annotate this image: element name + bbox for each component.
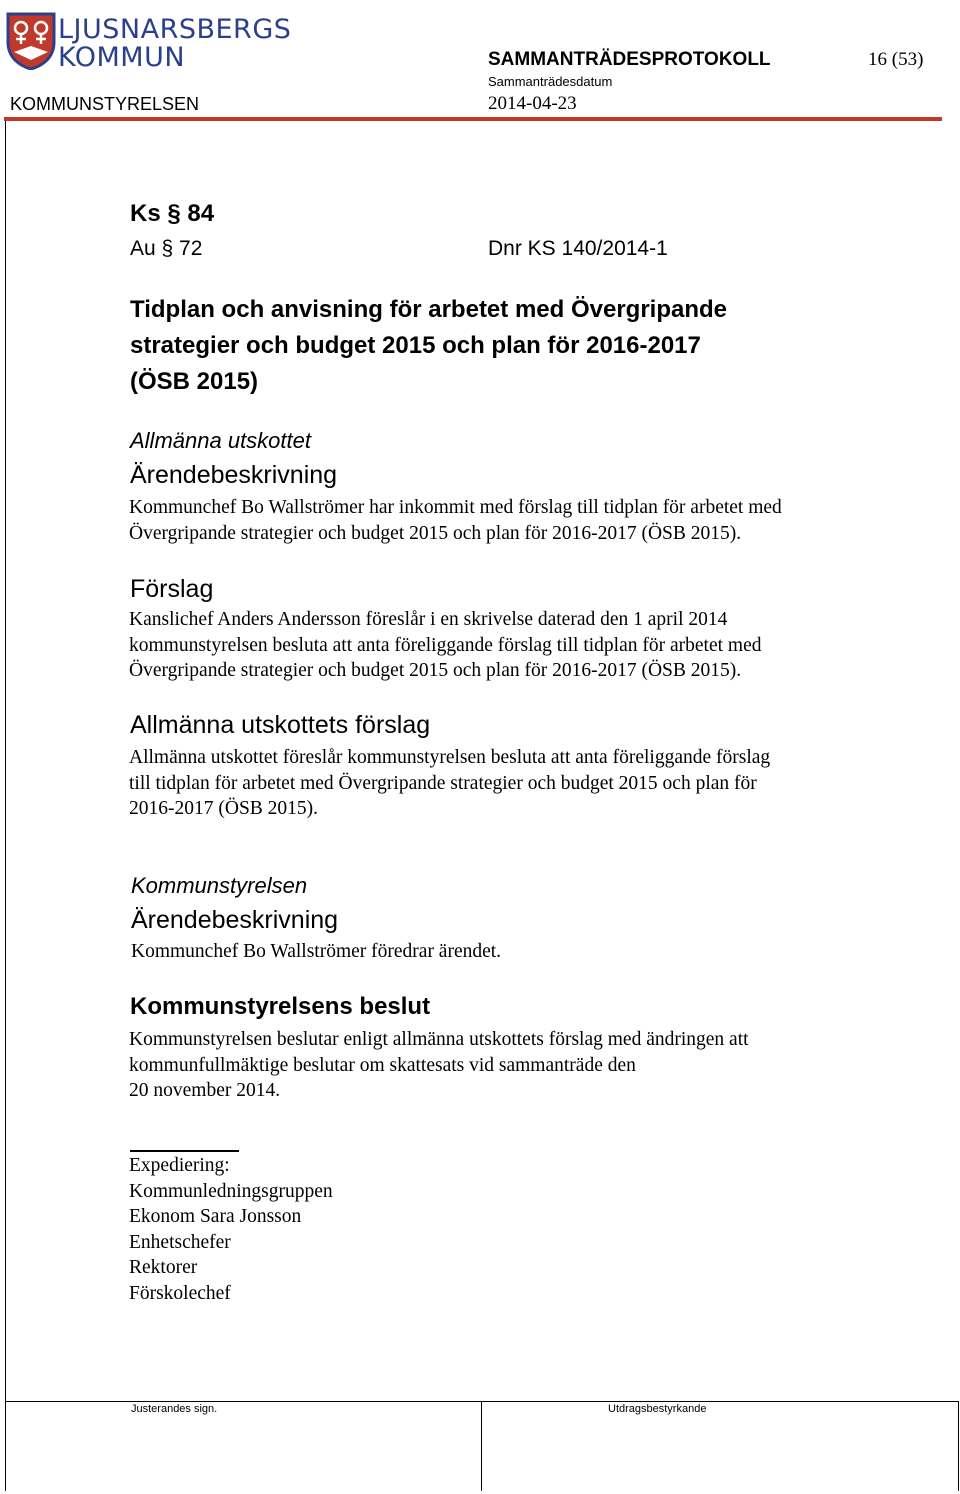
case-title: [130, 292, 727, 400]
section-heading: Ärendebeskrivning: [131, 906, 339, 934]
footer-column-divider: [481, 1401, 482, 1491]
meeting-date: 2014-04-23: [488, 93, 577, 114]
distribution-item: Expediering:: [129, 1155, 230, 1176]
paragraph-line: Övergripande strategier och budget 2015 och plan för 2016-2017 (ÖSB 2015).: [129, 522, 742, 544]
paragraph-line: Allmänna utskottet föreslår kommunstyrelsen besluta att anta föreliggande förslag: [129, 747, 771, 768]
diary-number: Dnr KS 140/2014-1: [488, 237, 668, 260]
footer-right-border: [958, 1401, 959, 1491]
decision-heading: Kommunstyrelsens beslut: [130, 993, 431, 1020]
section-paragraph: [129, 745, 770, 822]
paragraph-line: Kommunchef Bo Wallströmer föredrar ärendet.: [131, 941, 502, 962]
footer-signature-label: Justerandes sign.: [131, 1403, 218, 1415]
distribution-list: [129, 1153, 333, 1306]
decision-paragraph: [129, 1027, 749, 1104]
meeting-date-label: Sammanträdesdatum: [488, 74, 613, 89]
paragraph-line: kommunstyrelsen besluta att anta föreliggande förslag till tidplan för arbetet med: [129, 634, 762, 656]
paragraph-line: Kommunstyrelsen beslutar enligt allmänna utskottets förslag med ändringen att: [129, 1029, 749, 1050]
section-heading: Allmänna utskottets förslag: [130, 711, 431, 739]
distribution-divider: [130, 1150, 239, 1152]
paragraph-line: Kommunchef Bo Wallströmer har inkommit med förslag till tidplan för arbetet med: [129, 497, 782, 518]
distribution-item: Rektorer: [129, 1257, 198, 1278]
document-type: SAMMANTRÄDESPROTOKOLL: [488, 49, 771, 70]
paragraph-line: Kanslichef Anders Andersson föreslår i en skrivelse daterad den 1 april 2014: [129, 609, 728, 630]
municipality-coat-of-arms-icon: [6, 12, 56, 70]
page-number: 16 (53): [868, 49, 924, 70]
paragraph-line: kommunfullmäktige beslutar om skattesats vid sammanträde den: [129, 1054, 636, 1076]
section-heading: Förslag: [130, 575, 214, 603]
paragraph-line: Övergripande strategier och budget 2015 och plan för 2016-2017 (ÖSB 2015).: [129, 660, 742, 681]
section-paragraph: [129, 495, 782, 546]
distribution-item: Kommunledningsgruppen: [129, 1180, 333, 1202]
ks-paragraph-number: Ks § 84: [130, 200, 215, 227]
committee-label: Allmänna utskottet: [130, 428, 311, 453]
section-heading: Ärendebeskrivning: [130, 461, 338, 489]
case-title-line: (ÖSB 2015): [130, 368, 259, 395]
paragraph-line: till tidplan för arbetet med Övergripande strategier och budget 2015 och plan för: [129, 772, 757, 794]
footer-extract-label: Utdragsbestyrkande: [608, 1403, 707, 1415]
au-paragraph-number: Au § 72: [130, 237, 203, 260]
distribution-item: Förskolechef: [129, 1282, 231, 1304]
committee-label: Kommunstyrelsen: [131, 873, 308, 898]
department-name: KOMMUNSTYRELSEN: [10, 94, 200, 114]
paragraph-line: 20 november 2014.: [129, 1080, 281, 1101]
distribution-item: Enhetschefer: [129, 1231, 231, 1253]
case-title-line: Tidplan och anvisning för arbetet med Övergripande: [130, 296, 727, 323]
left-margin-rule: [5, 121, 6, 1491]
case-title-line: strategier och budget 2015 och plan för 2016-2017: [130, 332, 701, 359]
header-divider: [4, 117, 942, 121]
distribution-item: Ekonom Sara Jonsson: [129, 1206, 302, 1227]
org-name-line1: LJUSNARSBERGS: [58, 14, 292, 45]
org-name-line2: KOMMUN: [58, 42, 186, 73]
paragraph-line: 2016-2017 (ÖSB 2015).: [129, 798, 319, 819]
section-paragraph: [129, 607, 761, 684]
section-paragraph: [131, 939, 501, 965]
